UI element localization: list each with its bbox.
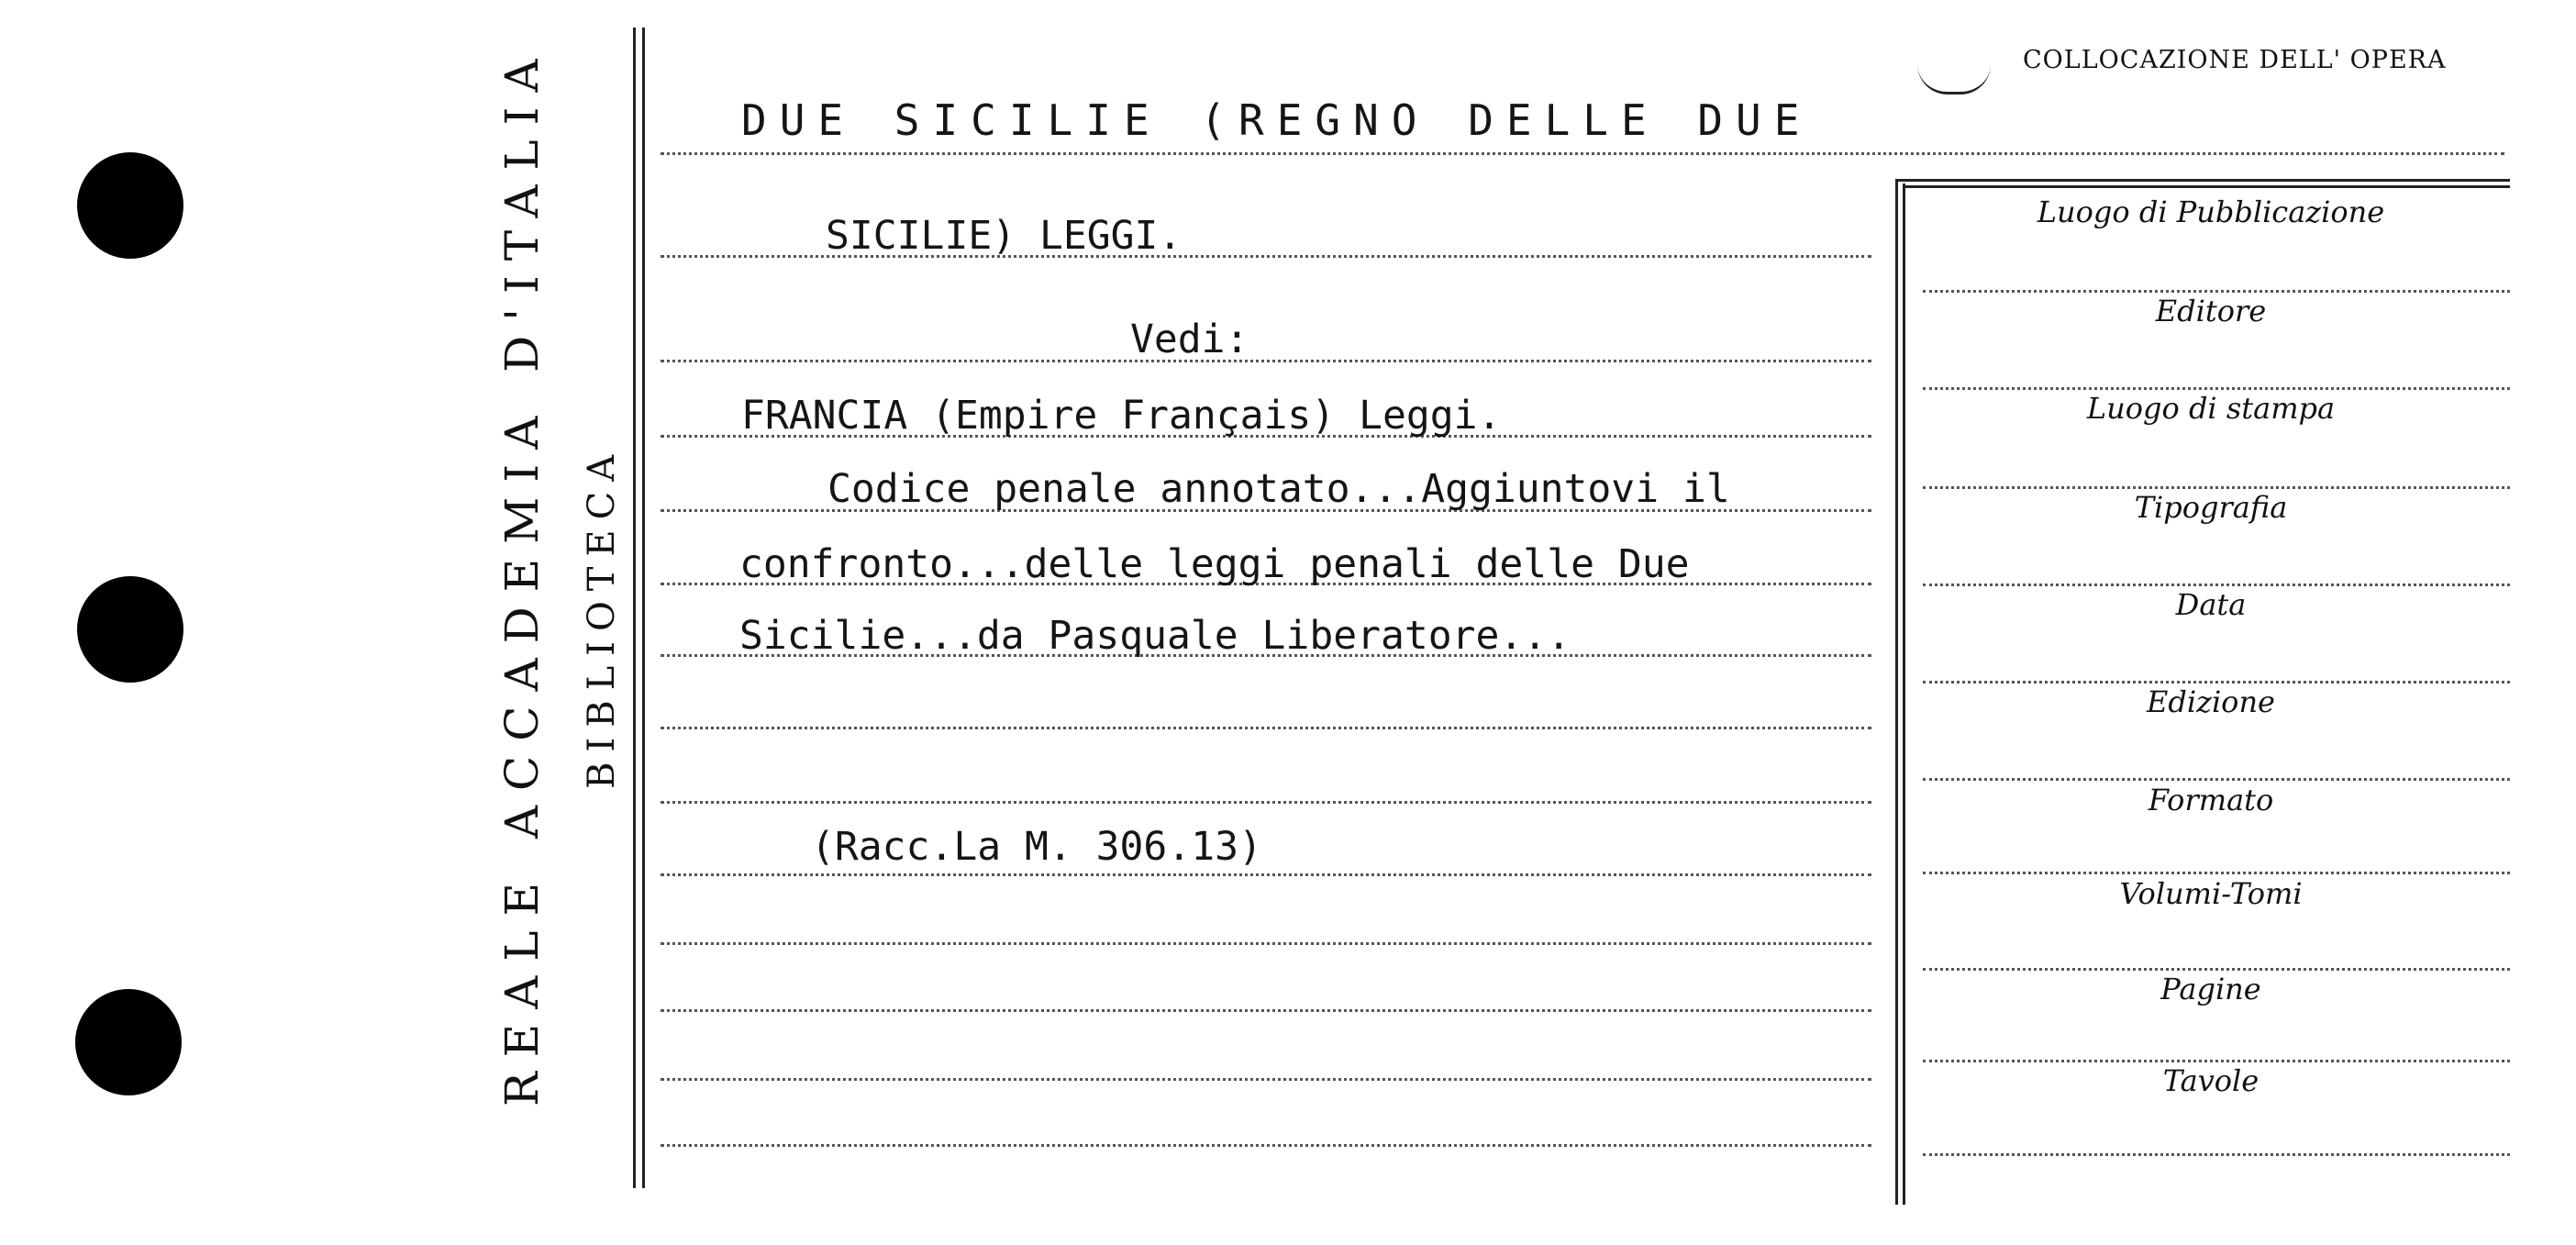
entry-title-line1: DUE SICILIE (REGNO DELLE DUE xyxy=(741,95,1813,145)
entry-reference-line1: FRANCIA (Empire Français) Leggi. xyxy=(741,393,1502,439)
field-line xyxy=(1923,1153,2510,1156)
field-label-date: Data xyxy=(2175,587,2247,622)
collocation-line xyxy=(661,152,2504,155)
field-line xyxy=(1923,290,2510,293)
field-label-printer: Tipografia xyxy=(2134,490,2288,525)
entry-reference-line4: Sicilie...da Pasquale Liberatore... xyxy=(739,613,1571,659)
entry-reference-line2: Codice penale annotato...Aggiuntovi il xyxy=(827,466,1730,512)
main-line xyxy=(661,1078,1871,1081)
field-label-place-of-publication: Luogo di Pubblicazione xyxy=(2037,195,2385,229)
field-line xyxy=(1923,681,2510,684)
main-line xyxy=(661,360,1871,362)
field-line xyxy=(1923,387,2510,390)
right-box-top-outer xyxy=(1895,179,2510,182)
punch-hole-bottom xyxy=(75,989,182,1095)
main-line xyxy=(661,727,1871,729)
field-label-volumes: Volumi-Tomi xyxy=(2119,876,2303,911)
left-rule-inner xyxy=(642,28,645,1188)
field-label-edition: Edizione xyxy=(2147,684,2275,719)
field-label-publisher: Editore xyxy=(2155,294,2267,328)
library-name: BIBLIOTECA xyxy=(581,444,623,789)
right-box-rule-inner xyxy=(1903,183,1905,1205)
field-label-place-of-printing: Luogo di stampa xyxy=(2086,391,2336,426)
entry-reference-line3: confronto...delle leggi penali delle Due xyxy=(739,541,1690,587)
field-line xyxy=(1923,584,2510,586)
academy-name: REALE ACCADEMIA D'ITALIA xyxy=(495,44,549,1106)
right-box-top-inner xyxy=(1903,185,2510,188)
main-line xyxy=(661,873,1871,876)
field-line xyxy=(1923,968,2510,971)
field-label-plates: Tavole xyxy=(2162,1063,2260,1098)
punch-hole-middle xyxy=(77,576,183,683)
field-label-format: Formato xyxy=(2148,783,2274,817)
main-line xyxy=(661,1144,1871,1147)
field-line xyxy=(1923,1060,2510,1062)
entry-see: Vedi: xyxy=(1130,317,1249,362)
collocation-label: COLLOCAZIONE DELL' OPERA xyxy=(2023,46,2447,74)
collocation-flourish xyxy=(1917,64,1991,94)
field-line xyxy=(1923,778,2510,781)
field-line xyxy=(1923,872,2510,874)
shelfmark: (Racc.La M. 306.13) xyxy=(811,824,1262,870)
main-line xyxy=(661,942,1871,945)
right-box-rule-outer xyxy=(1895,179,1898,1205)
main-line xyxy=(661,801,1871,804)
main-line xyxy=(661,1009,1871,1012)
field-label-pages: Pagine xyxy=(2160,972,2261,1006)
field-line xyxy=(1923,486,2510,489)
entry-title-line2: SICILIE) LEGGI. xyxy=(826,213,1183,259)
left-rule-outer xyxy=(633,28,636,1188)
punch-hole-top xyxy=(77,152,183,259)
